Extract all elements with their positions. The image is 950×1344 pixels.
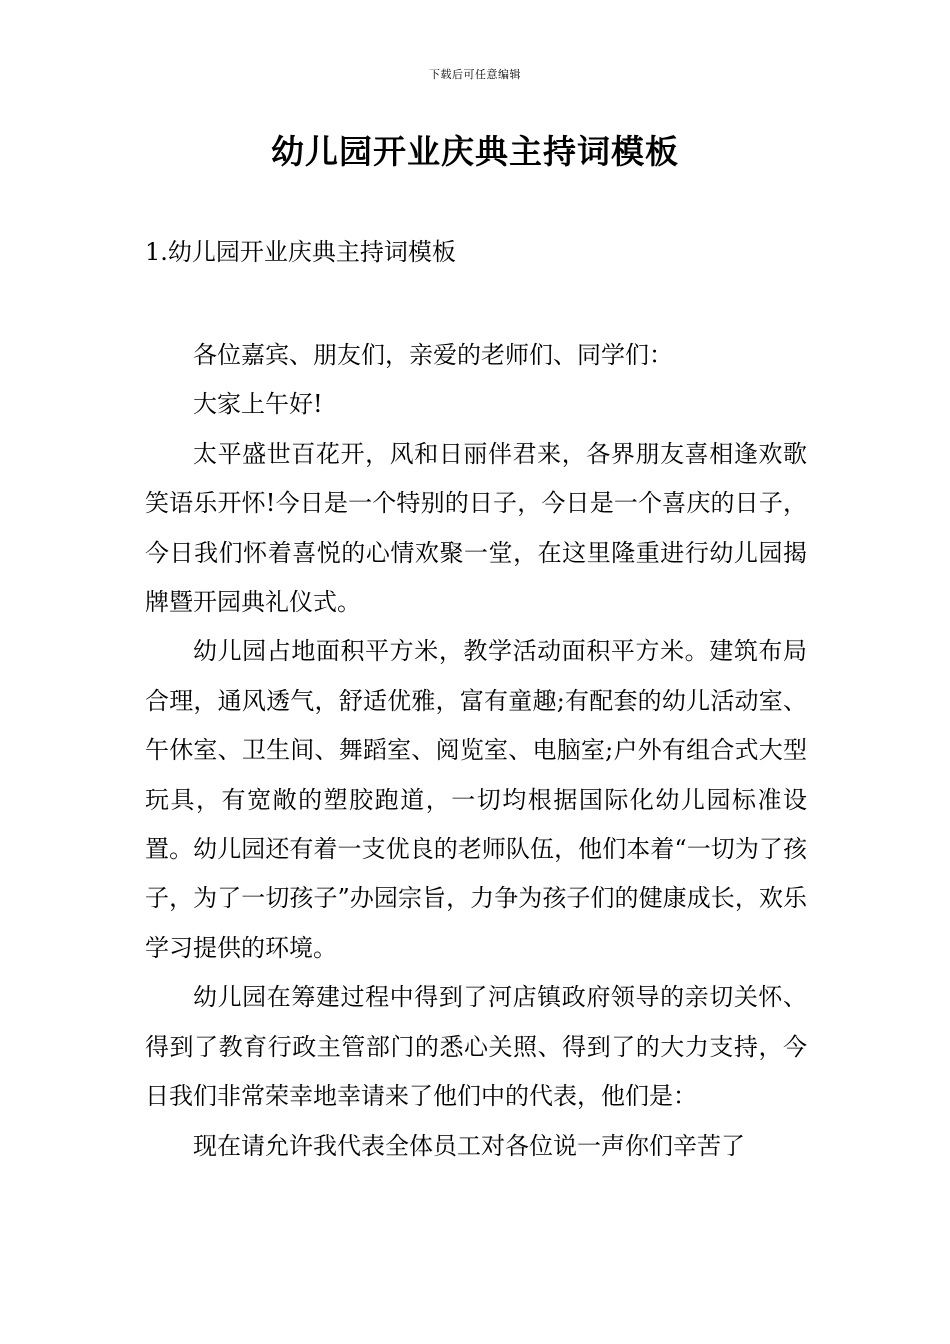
paragraph-closing: 现在请允许我代表全体员工对各位说一声你们辛苦了 xyxy=(193,1131,745,1160)
section-heading: 1.幼儿园开业庆典主持词模板 xyxy=(145,238,456,266)
paragraph-good-morning: 大家上午好! xyxy=(193,390,323,419)
document-title: 幼儿园开业庆典主持词模板 xyxy=(271,132,679,171)
paragraph-thanks-support: 幼儿园在筹建过程中得到了河店镇政府领导的亲切关怀、得到了教育行政主管部门的悉心关照、得到了的大力支持，今日我们非常荣幸地幸请来了他们中的代表，他们是： xyxy=(145,983,807,1111)
paragraph-opening: 太平盛世百花开，风和日丽伴君来，各界朋友喜相逢欢歌笑语乐开怀!今日是一个特别的日子，今日是一个喜庆的日子，今日我们怀着喜悦的心情欢聚一堂，在这里隆重进行幼儿园揭牌暨开园典礼仪式。 xyxy=(145,439,807,617)
paragraph-facilities: 幼儿园占地面积平方米，教学活动面积平方米。建筑布局合理，通风透气，舒适优雅，富有童趣;有配套的幼儿活动室、午休室、卫生间、舞蹈室、阅览室、电脑室;户外有组合式大型玩具，有宽敞的塑胶跑道，一切均根据国际化幼儿园标准设置。幼儿园还有着一支优良的老师队伍，他们本着“一切为了孩子，为了一切孩子”办园宗旨，力争为孩子们的健康成长，欢乐学习提供的环境。 xyxy=(145,637,807,962)
paragraph-greeting: 各位嘉宾、朋友们，亲爱的老师们、同学们： xyxy=(193,341,673,369)
header-note: 下载后可任意编辑 xyxy=(429,68,521,81)
document-body xyxy=(145,331,807,1171)
